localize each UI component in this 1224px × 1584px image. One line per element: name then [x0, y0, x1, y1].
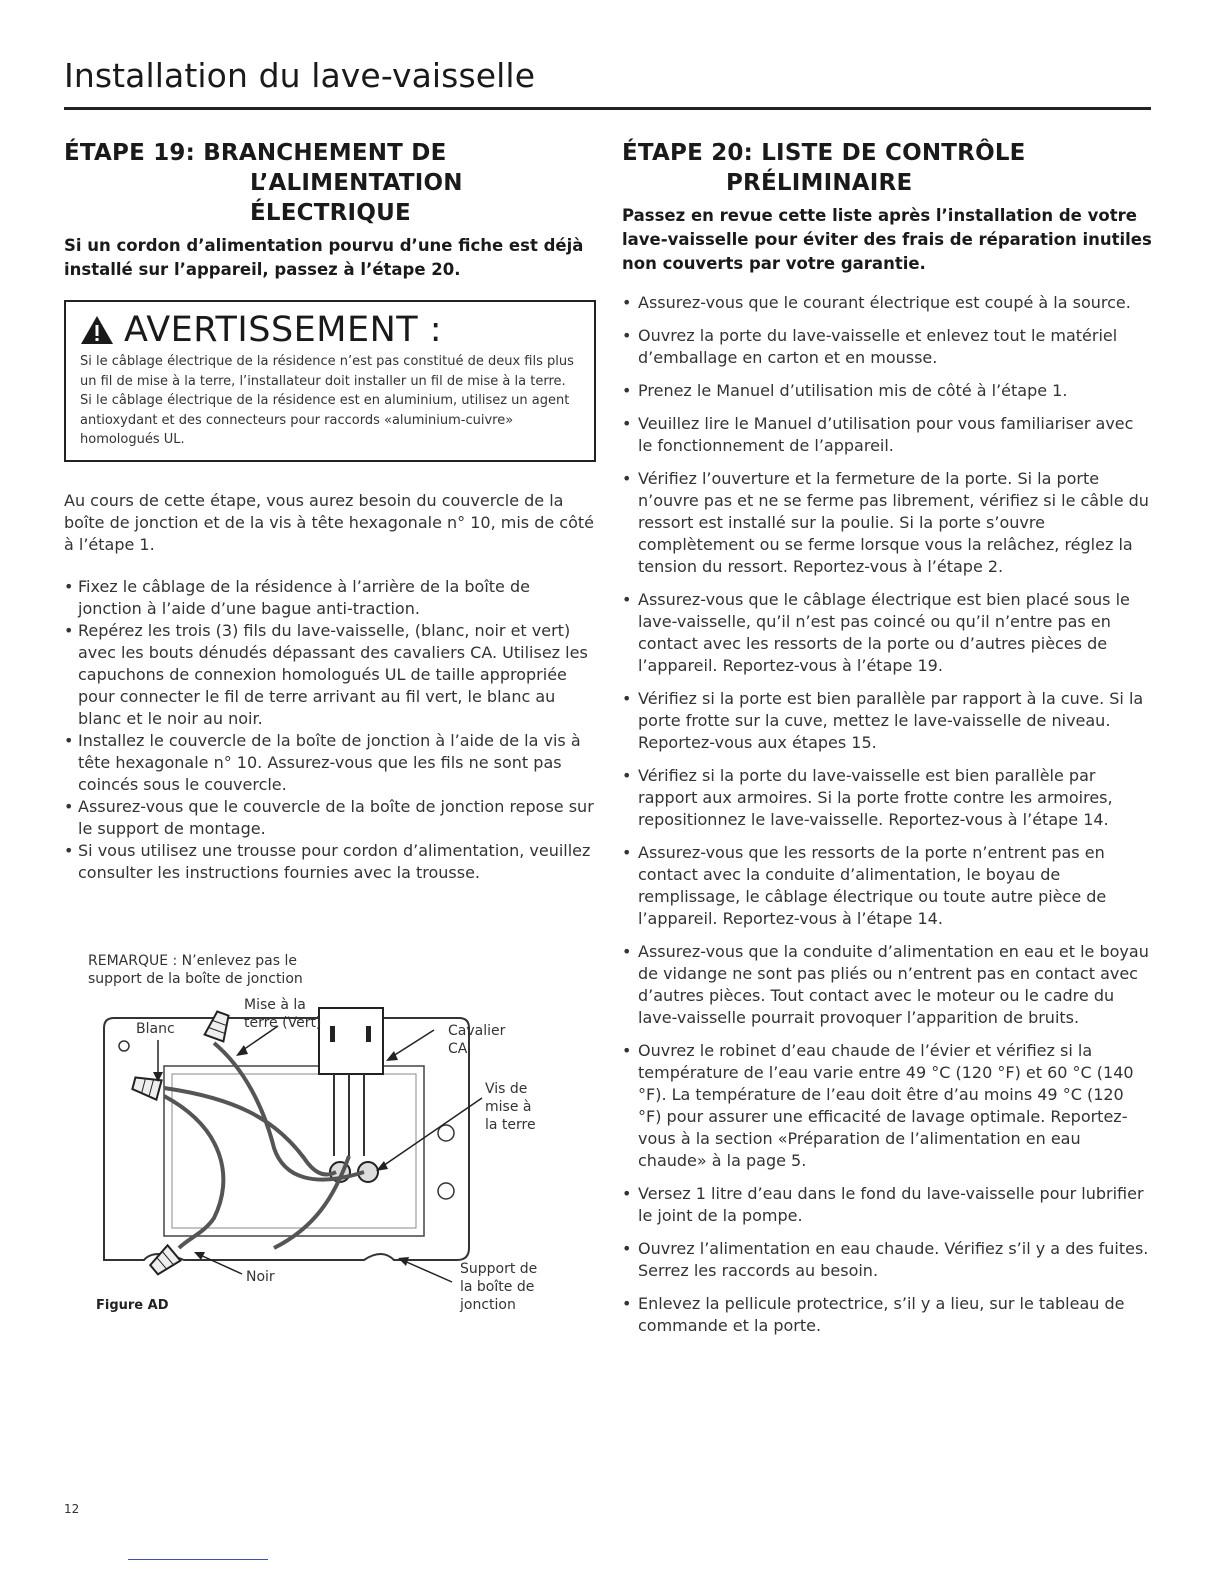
step-19-title-line1: ÉTAPE 19: BRANCHEMENT DE [64, 140, 447, 166]
warning-heading: AVERTISSEMENT : [124, 310, 443, 350]
page-title: Installation du lave-vaisselle [64, 56, 536, 95]
figure-remark-line1: REMARQUE : N’enlevez pas le [88, 953, 298, 969]
list-item: • Ouvrez la porte du lave-vaisselle et enlevez tout le matériel d’emballage en carton et en mousse. [622, 325, 1152, 369]
label-white: Blanc [136, 1021, 175, 1037]
checklist [622, 292, 1152, 1337]
step-20-intro: Passez en revue cette liste après l’installation de votre lave-vaisselle pour éviter des frais de réparation inutiles non couverts par votre garantie. [622, 206, 1152, 273]
figure-caption: Figure AD [96, 1298, 169, 1313]
label-jumper-line1: Cavalier [448, 1023, 506, 1039]
warning-triangle-icon [80, 315, 114, 345]
label-jumper-line2: CA [448, 1041, 468, 1057]
left-column [64, 138, 596, 884]
list-item: • Installez le couvercle de la boîte de jonction à l’aide de la vis à tête hexagonale n° 10. Assurez-vous que les fils ne sont pas coincés sous le couvercle. [64, 730, 596, 796]
label-bracket-line3: jonction [460, 1297, 516, 1313]
page-number: 12 [64, 1502, 80, 1516]
list-item: • Prenez le Manuel d’utilisation mis de côté à l’étape 1. [622, 380, 1152, 402]
list-item: • Fixez le câblage de la résidence à l’arrière de la boîte de jonction à l’aide d’une bague anti-traction. [64, 576, 596, 620]
list-item: • Ouvrez le robinet d’eau chaude de l’évier et vérifiez si la température de l’eau varie entre 49 °C (120 °F) et 60 °C (140 °F). La température de l’eau doit être d’au moins 49 °C (120 °F) pour assurer une efficacité de lavage optimale. Reportez-vous à la section «Préparation de l’alimentation en eau chaude» à la page 5. [622, 1040, 1152, 1172]
list-item: • Vérifiez l’ouverture et la fermeture de la porte. Si la porte n’ouvre pas et ne se ferme pas librement, vérifiez si le câble du ressort est installé sur la poulie. Si la porte s’ouvre complètement ou se ferme lorsque vous la relâchez, réglez la tension du ressort. Reportez-vous à l’étape 2. [622, 468, 1152, 578]
warning-heading-row [80, 310, 580, 350]
list-item: • Assurez-vous que le couvercle de la boîte de jonction repose sur le support de montage. [64, 796, 596, 840]
list-item: • Repérez les trois (3) fils du lave-vaisselle, (blanc, noir et vert) avec les bouts dénudés dépassant des cavaliers CA. Utilisez les capuchons de connexion homologués UL de taille appropriée pour connecter le fil de terre arrivant au fil vert, le blanc au blanc et le noir au noir. [64, 620, 596, 730]
list-item: • Assurez-vous que le courant électrique est coupé à la source. [622, 292, 1152, 314]
right-column [622, 138, 1152, 1348]
list-item: • Si vous utilisez une trousse pour cordon d’alimentation, veuillez consulter les instructions fournies avec la trousse. [64, 840, 596, 884]
list-item: • Enlevez la pellicule protectrice, s’il y a lieu, sur le tableau de commande et la porte. [622, 1293, 1152, 1337]
list-item: • Veuillez lire le Manuel d’utilisation pour vous familiariser avec le fonctionnement de l’appareil. [622, 413, 1152, 457]
step-20-title-line2: PRÉLIMINAIRE [726, 170, 913, 196]
figure-remark-line2: support de la boîte de jonction [88, 971, 303, 987]
step-19-title-line2: L’ALIMENTATION ÉLECTRIQUE [250, 170, 463, 226]
step-19-paragraph: Au cours de cette étape, vous aurez besoin du couvercle de la boîte de jonction et de la vis à tête hexagonale n° 10, mis de côté à l’étape 1. [64, 490, 594, 554]
list-item: • Assurez-vous que la conduite d’alimentation en eau et le boyau de vidange ne sont pas pliés ou n’entrent pas en contact avec d’autres pièces. Tout contact avec le moteur ou le cadre du lave-vaisselle pourrait provoquer l’apparition de bruits. [622, 941, 1152, 1029]
footer-rule [128, 1559, 268, 1560]
list-item: • Vérifiez si la porte du lave-vaisselle est bien parallèle par rapport aux armoires. Si la porte frotte contre les armoires, repositionnez le lave-vaisselle. Reportez-vous à l’étape 14. [622, 765, 1152, 831]
warning-box [64, 300, 596, 462]
label-ground-line2: terre (Vert) [244, 1015, 322, 1031]
list-item: • Ouvrez l’alimentation en eau chaude. Vérifiez s’il y a des fuites. Serrez les raccords au besoin. [622, 1238, 1152, 1282]
label-screw-line1: Vis de [485, 1081, 528, 1097]
label-ground-line1: Mise à la [244, 997, 306, 1013]
warning-text: Si le câblage électrique de la résidence n’est pas constitué de deux fils plus un fil de mise à la terre, l’installateur doit installer un fil de mise à la terre. Si le câblage électrique de la résidence est en aluminium, utilisez un agent antioxydant et des connecteurs pour raccords «aluminium-cuivre» homologués UL. [80, 354, 574, 447]
step-19-intro: Si un cordon d’alimentation pourvu d’une fiche est déjà installé sur l’appareil, passez à l’étape 20. [64, 236, 584, 279]
label-bracket-line1: Support de [460, 1261, 538, 1277]
step-20-title [622, 138, 1152, 198]
label-bracket-line2: la boîte de [460, 1279, 535, 1295]
title-rule [64, 107, 1151, 110]
step-19-title [64, 138, 596, 228]
label-screw-line2: mise à [485, 1099, 532, 1115]
list-item: • Versez 1 litre d’eau dans le fond du lave-vaisselle pour lubrifier le joint de la pompe. [622, 1183, 1152, 1227]
list-item: • Assurez-vous que le câblage électrique est bien placé sous le lave-vaisselle, qu’il n’est pas coincé ou qu’il n’entre pas en contact avec les ressorts de la porte ou d’autres pièces de l’appareil. Reportez-vous à l’étape 19. [622, 589, 1152, 677]
step-19-bullets [64, 576, 596, 884]
label-screw-line3: la terre [485, 1117, 536, 1133]
list-item: • Vérifiez si la porte est bien parallèle par rapport à la cuve. Si la porte frotte sur la cuve, mettez le lave-vaisselle de niveau. Reportez-vous aux étapes 15. [622, 688, 1152, 754]
figure-ad [64, 948, 604, 1328]
step-20-title-line1: ÉTAPE 20: LISTE DE CONTRÔLE [622, 140, 1026, 166]
label-black: Noir [246, 1269, 275, 1285]
list-item: • Assurez-vous que les ressorts de la porte n’entrent pas en contact avec la conduite d’alimentation, le boyau de remplissage, le câblage électrique ou toute autre pièce de l’appareil. Reportez-vous à l’étape 14. [622, 842, 1152, 930]
